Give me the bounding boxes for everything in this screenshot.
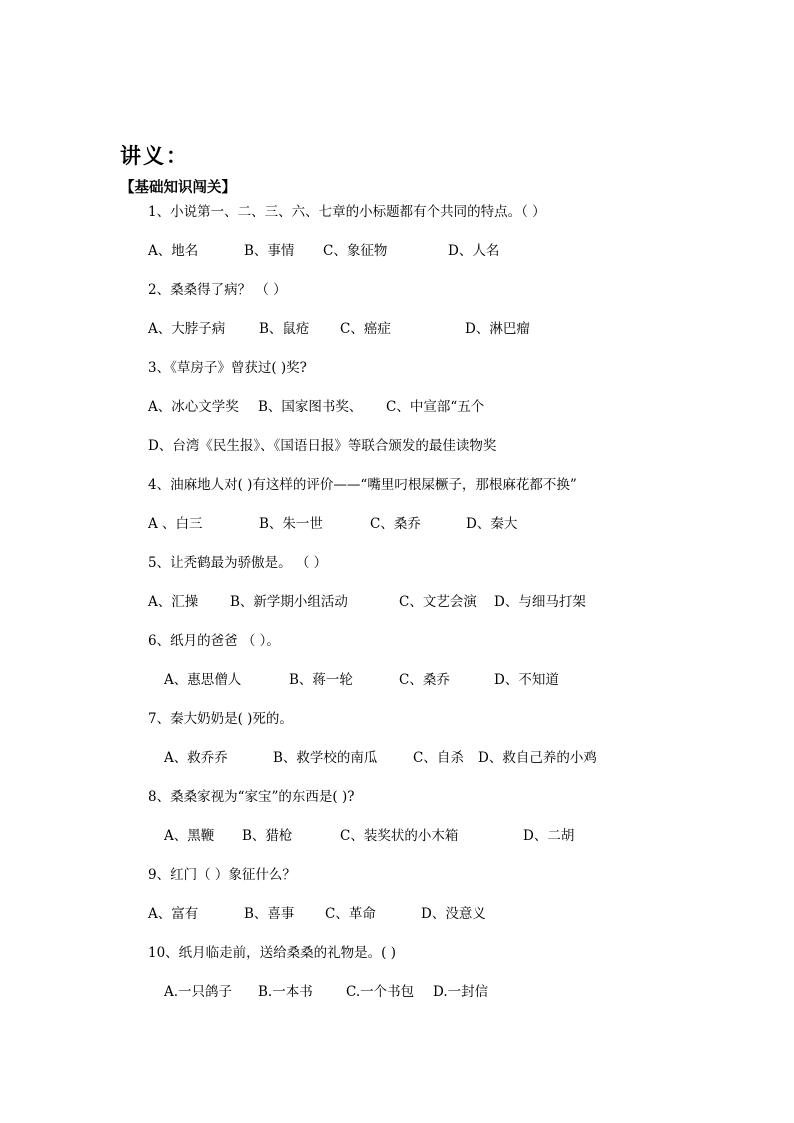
q9-option-c: C、革命 <box>325 906 376 922</box>
q7-option-c: C、自杀 <box>413 750 464 766</box>
q6-option-d: D、不知道 <box>494 672 559 688</box>
q10-option-c: C.一个书包 <box>346 984 415 1000</box>
q4-option-a: A 、白三 <box>148 516 203 532</box>
q4-option-b: B、朱一世 <box>259 516 323 532</box>
q9-option-a: A、富有 <box>148 906 199 922</box>
q3-option-b: B、国家图书奖、 <box>258 399 363 415</box>
q7-option-b: B、救学校的南瓜 <box>273 750 378 766</box>
q5-option-d: D、与细马打架 <box>494 594 586 610</box>
q1-option-c: C、象征物 <box>323 243 388 259</box>
question-9: 9、红门（ ）象征什么？ <box>148 867 296 883</box>
q7-option-a: A、救乔乔 <box>164 750 228 766</box>
section-heading: 【基础知识闯关】 <box>120 180 236 196</box>
q1-option-d: D、人名 <box>448 243 500 259</box>
q4-option-c: C、桑乔 <box>370 516 421 532</box>
q6-option-c: C、桑乔 <box>399 672 450 688</box>
q7-option-d: D、救自己养的小鸡 <box>478 750 597 766</box>
q10-option-b: B.一本书 <box>258 984 313 1000</box>
q2-option-b: B、鼠疮 <box>259 321 310 337</box>
q10-option-d: D.一封信 <box>433 984 489 1000</box>
page-title: 讲义： <box>120 144 189 168</box>
question-10: 10、纸月临走前，送给桑桑的礼物是。( ) <box>148 945 397 961</box>
q8-option-c: C、装奖状的小木箱 <box>340 828 459 844</box>
question-2: 2、桑桑得了病？ （ ） <box>148 282 287 298</box>
q9-option-d: D、没意义 <box>421 906 486 922</box>
q10-option-a: A.一只鸽子 <box>164 984 233 1000</box>
q9-option-b: B、喜事 <box>244 906 295 922</box>
question-5: 5、让秃鹤最为骄傲是。 （ ） <box>148 555 328 571</box>
q6-option-b: B、蒋一轮 <box>289 672 353 688</box>
question-1: 1、小说第一、二、三、六、七章的小标题都有个共同的特点。（ ） <box>148 204 546 220</box>
q8-option-b: B、猎枪 <box>242 828 293 844</box>
q3-option-d: D、台湾《民生报》、《国语日报》等联合颁发的最佳读物奖 <box>148 438 497 454</box>
question-8: 8、桑桑家视为“家宝”的东西是( )? <box>148 789 355 805</box>
q8-option-d: D、二胡 <box>523 828 575 844</box>
q2-option-c: C、癌症 <box>340 321 391 337</box>
question-7: 7、秦大奶奶是( )死的。 <box>148 711 293 727</box>
q5-option-b: B、新学期小组活动 <box>230 594 348 610</box>
q1-option-b: B、事情 <box>244 243 295 259</box>
q8-option-a: A、黑鞭 <box>164 828 215 844</box>
q6-option-a: A、惠思僧人 <box>164 672 242 688</box>
q2-option-a: A、大脖子病 <box>148 321 226 337</box>
q5-option-c: C、文艺会演 <box>399 594 477 610</box>
q5-option-a: A、汇操 <box>148 594 199 610</box>
q3-option-c: C、中宣部“五个 <box>386 399 485 415</box>
q4-option-d: D、秦大 <box>466 516 518 532</box>
question-6: 6、纸月的爸爸 （ ）。 <box>148 633 280 649</box>
q3-option-a: A、冰心文学奖 <box>148 399 239 415</box>
question-4: 4、油麻地人对( )有这样的评价——“嘴里叼根屎橛子，那根麻花都不换” <box>148 477 577 493</box>
question-3: 3、《草房子》曾获过( )奖? <box>148 360 307 376</box>
q2-option-d: D、淋巴瘤 <box>465 321 530 337</box>
q1-option-a: A、地名 <box>148 243 199 259</box>
